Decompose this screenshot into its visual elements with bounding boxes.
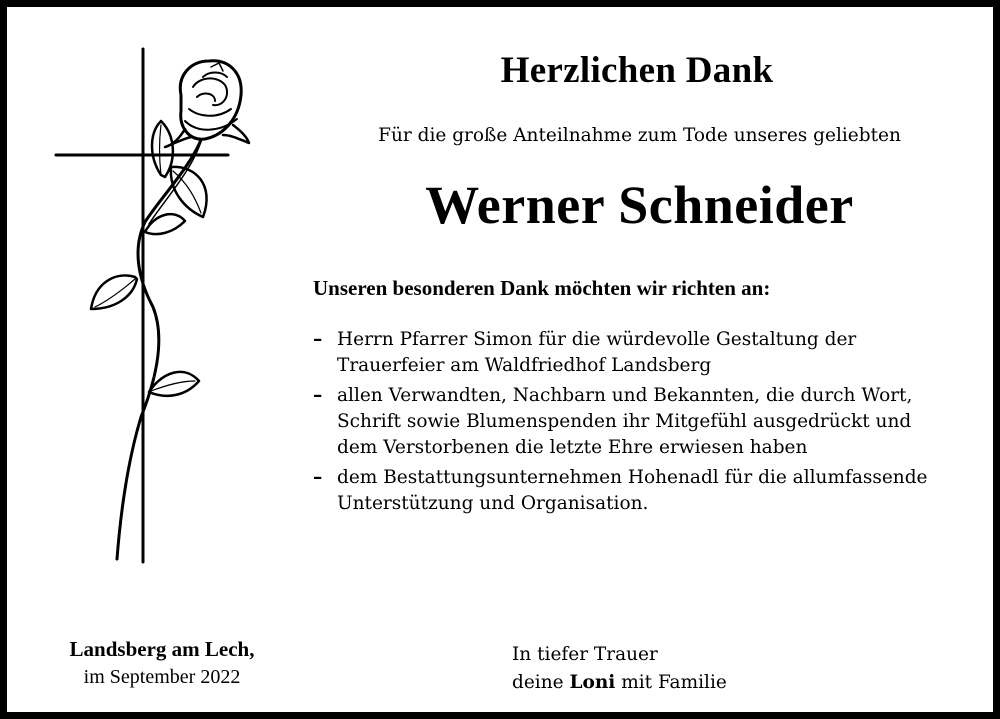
list-dash: – [313,467,323,488]
signature-suffix: mit Familie [621,672,727,693]
location: Landsberg am Lech, [69,637,255,661]
list-item [313,383,953,461]
signature [512,641,912,697]
deceased-name: Werner Schneider [425,175,854,235]
thanks-list [313,327,953,521]
list-item-text: Herrn Pfarrer Simon für die würdevolle Gestaltung der Trauerfeier am Waldfriedhof Landsberg [337,329,857,376]
page-title: Herzlichen Dank [500,50,774,91]
place-and-date [37,635,287,691]
list-dash: – [313,329,323,350]
signature-line-1: In tiefer Trauer [512,644,658,665]
list-item [313,327,953,379]
thanks-heading: Unseren besonderen Dank möchten wir richten an: [313,276,771,300]
list-item-text: allen Verwandten, Nachbarn und Bekannten, die durch Wort, Schrift sowie Blumenspenden ihr Mitgefühl ausgedrückt und dem Verstorbenen die letzte Ehre erwiesen haben [337,385,913,458]
signature-name: Loni [569,672,616,693]
list-dash: – [313,385,323,406]
signature-prefix: deine [512,672,564,693]
list-item [313,465,953,517]
signature-line-2 [512,669,912,697]
intro-text: Für die große Anteilnahme zum Tode unseres geliebten [378,125,901,146]
date: im September 2022 [83,666,241,688]
list-item-text: dem Bestattungsunternehmen Hohenadl für die allumfassende Unterstützung und Organisation. [337,467,928,514]
cross-with-rose-icon [53,47,253,567]
